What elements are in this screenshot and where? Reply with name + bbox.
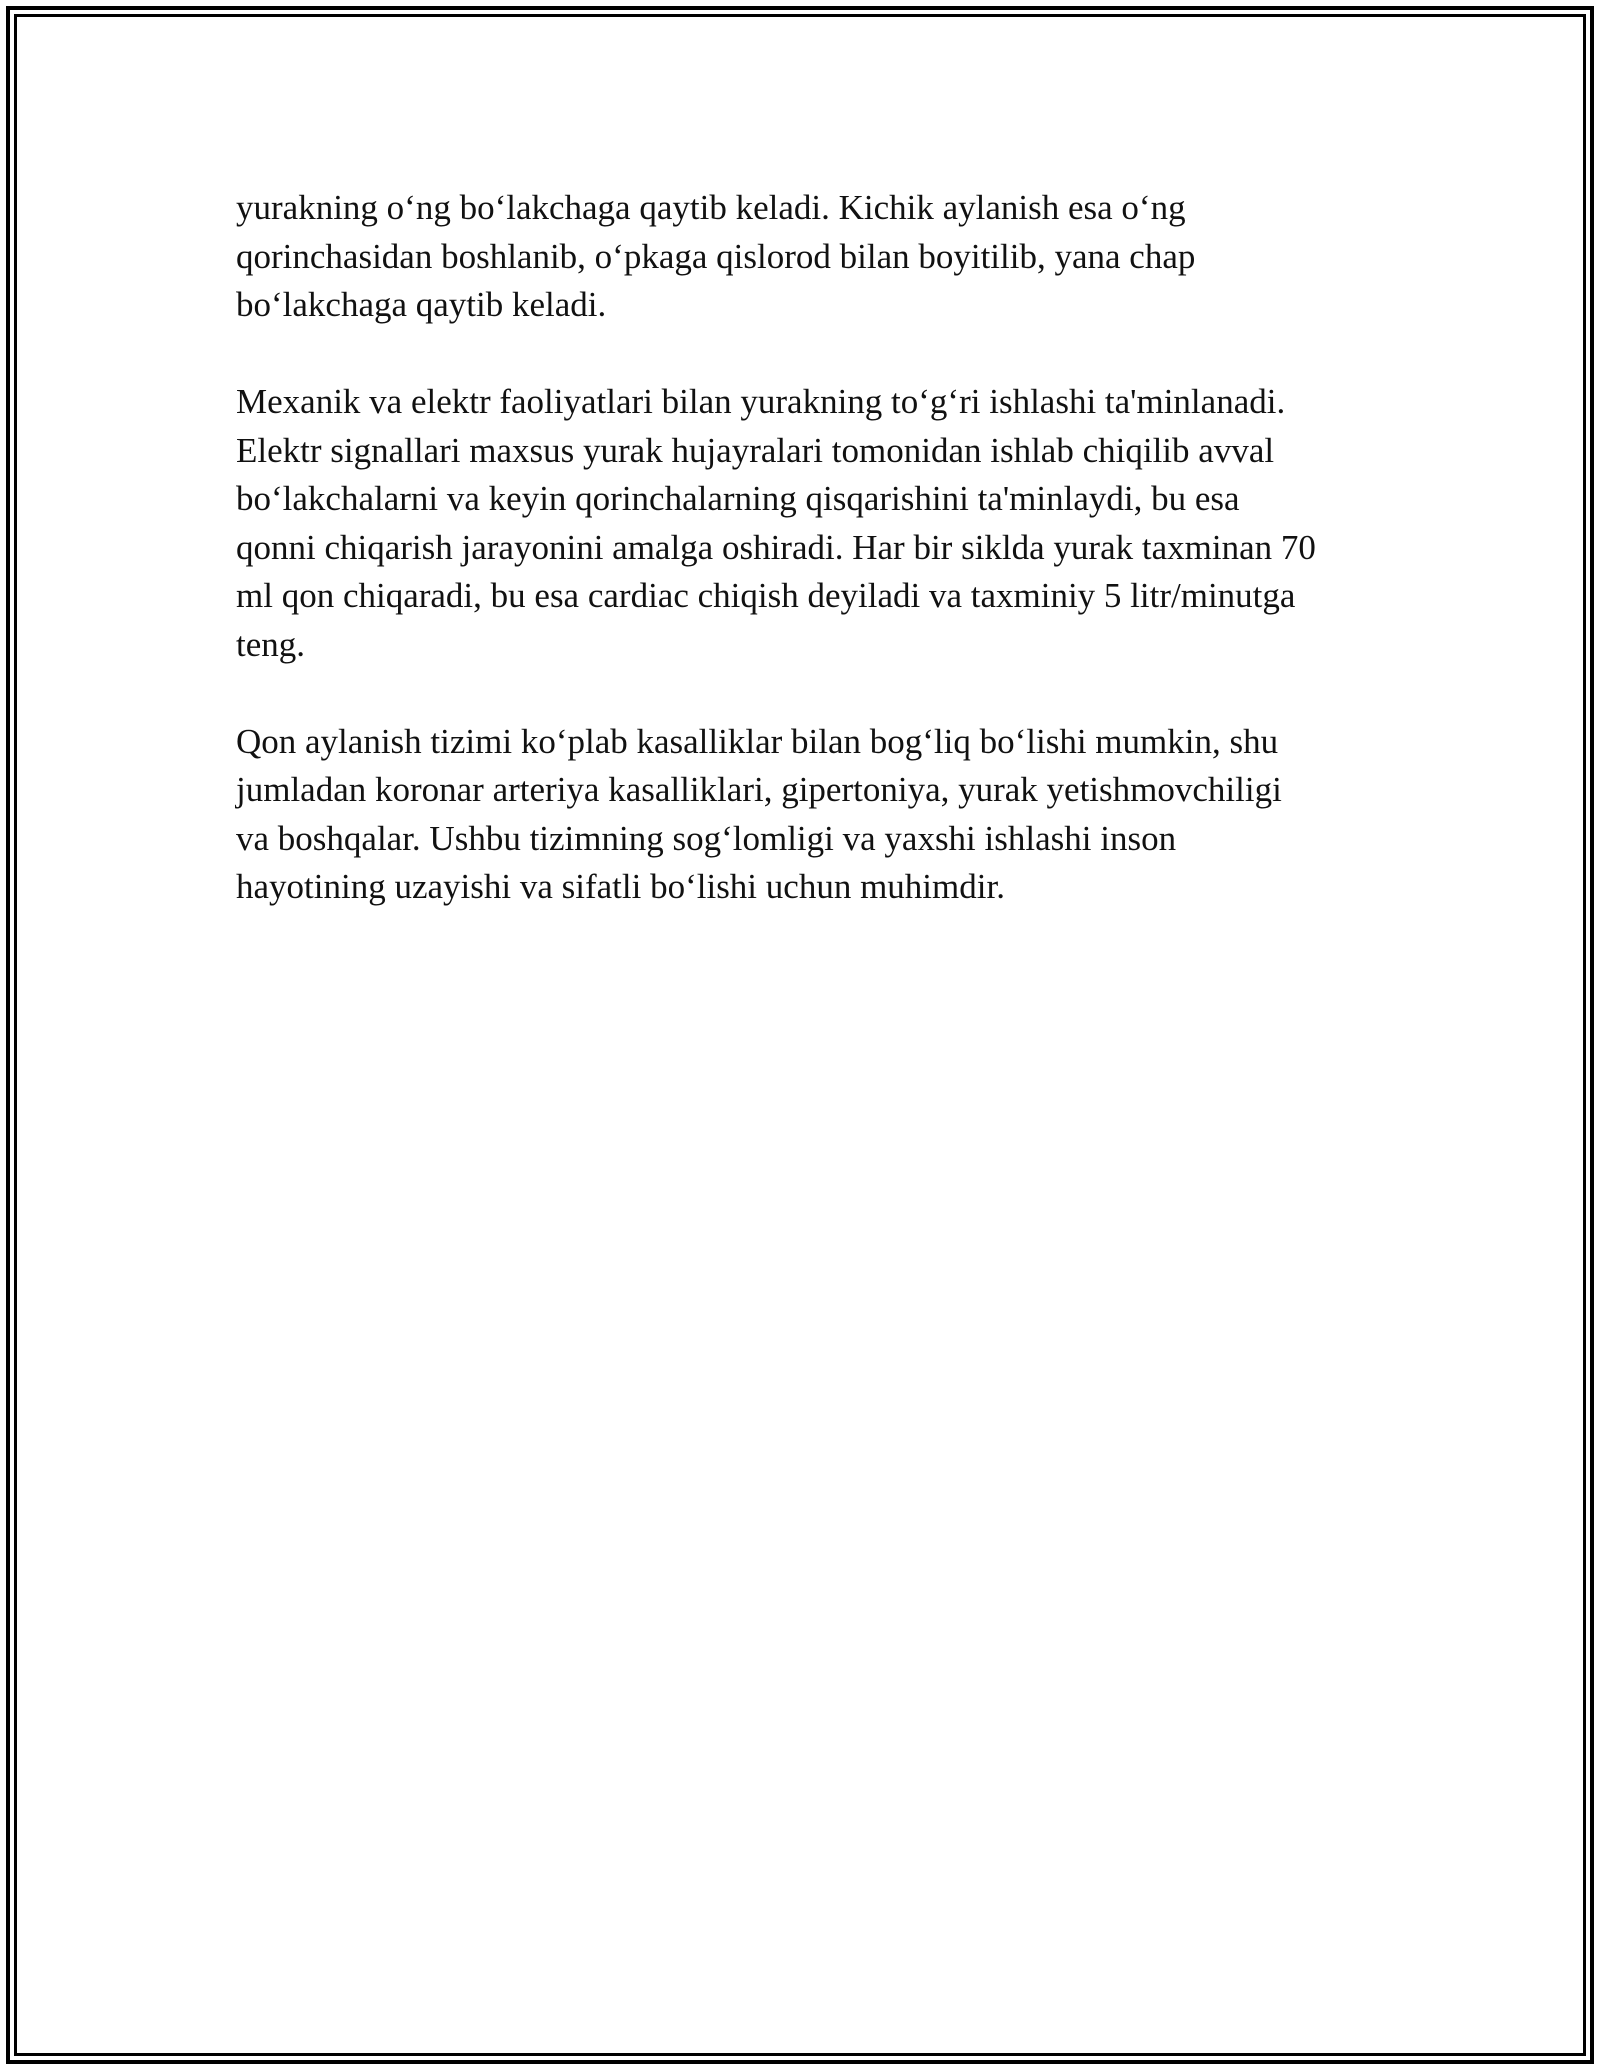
- document-body: [236, 184, 1396, 960]
- paragraph-line: va boshqalar. Ushbu tizimning sog‘lomligi va yaxshi ishlashi inson: [236, 818, 1177, 858]
- paragraph-line: Mexanik va elektr faoliyatlari bilan yurakning to‘g‘ri ishlashi ta'minlanadi.: [236, 382, 1286, 421]
- paragraph-line: hayotining uzayishi va sifatli bo‘lishi uchun muhimdir.: [236, 867, 1005, 906]
- paragraph-line: Qon aylanish tizimi ko‘plab kasalliklar bilan bog‘liq bo‘lishi mumkin, shu: [236, 721, 1279, 761]
- paragraph-line: ml qon chiqaradi, bu esa cardiac chiqish deyiladi va taxminiy 5 litr/minutga: [236, 576, 1296, 615]
- paragraph-1: [236, 184, 1396, 330]
- paragraph-2: [236, 378, 1396, 669]
- paragraph-line: Elektr signallari maxsus yurak hujayralari tomonidan ishlab chiqilib avval: [236, 430, 1275, 470]
- paragraph-line: yurakning o‘ng bo‘lakchaga qaytib keladi. Kichik aylanish esa o‘ng: [236, 188, 1186, 227]
- paragraph-line: jumladan koronar arteriya kasalliklari, gipertoniya, yurak yetishmovchiligi: [236, 770, 1282, 809]
- paragraph-line: teng.: [236, 624, 306, 664]
- paragraph-line: bo‘lakchaga qaytib keladi.: [236, 285, 607, 324]
- paragraph-3: [236, 718, 1396, 912]
- paragraph-line: qorinchasidan boshlanib, o‘pkaga qislorod bilan boyitilib, yana chap: [236, 236, 1196, 276]
- paragraph-line: qonni chiqarish jarayonini amalga oshiradi. Har bir siklda yurak taxminan 70: [236, 527, 1316, 567]
- paragraph-line: bo‘lakchalarni va keyin qorinchalarning qisqarishini ta'minlaydi, bu esa: [236, 479, 1240, 518]
